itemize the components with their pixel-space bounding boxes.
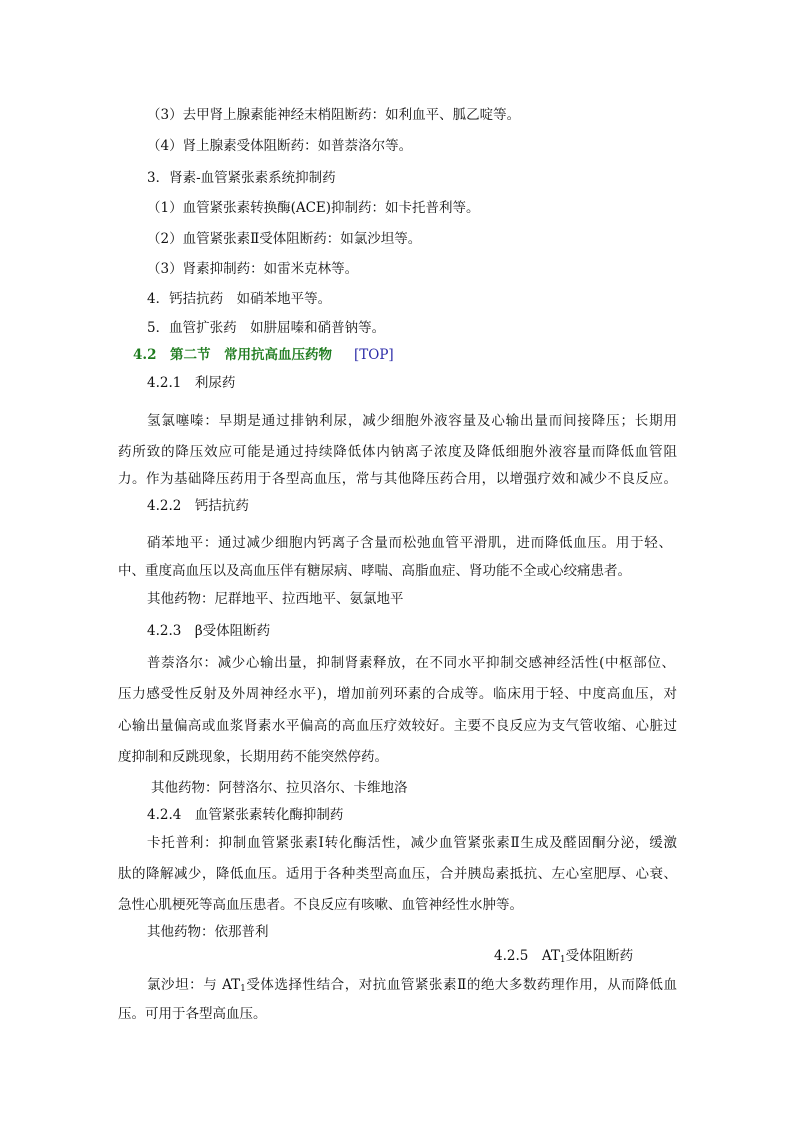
list-item: （1）血管紧张素转换酶(ACE)抑制药：如卡托普利等。: [147, 200, 480, 216]
list-item: 4．钙拮抗药 如硝苯地平等。: [147, 291, 332, 307]
list-item: （2）血管紧张素Ⅱ受体阻断药：如氯沙坦等。: [147, 231, 422, 247]
paragraph-line: 普萘洛尔：减少心输出量，抑制肾素释放，在不同水平抑制交感神经活性(中枢部位、: [147, 655, 675, 671]
other-drugs: 其他药物：阿替洛尔、拉贝洛尔、卡维地洛: [151, 780, 408, 796]
list-item: （3）去甲肾上腺素能神经末梢阻断药：如利血平、胍乙啶等。: [147, 107, 521, 123]
other-drugs: 其他药物：尼群地平、拉西地平、氨氯地平: [147, 591, 404, 607]
list-item: 5．血管扩张药 如肼屈嗪和硝普钠等。: [147, 320, 386, 336]
paragraph-line: 卡托普利：抑制血管紧张素Ⅰ转化酶活性，减少血管紧张素Ⅱ生成及醛固酮分泌，缓激: [147, 835, 677, 851]
subsection-heading: 4.2.2 钙拮抗药: [147, 498, 249, 514]
top-link[interactable]: [TOP]: [354, 347, 394, 363]
list-item: （4）肾上腺素受体阻断药：如普萘洛尔等。: [147, 138, 413, 154]
subsection-heading: 4.2.1 利尿药: [147, 375, 236, 391]
subsection-heading: 4.2.4 血管紧张素转化酶抑制药: [147, 807, 344, 823]
paragraph-line: 肽的降解减少，降低血压。适用于各种类型高血压，合并胰岛素抵抗、左心室肥厚、心衰、: [118, 866, 677, 882]
paragraph-line: 力。作为基础降压药用于各型高血压，常与其他降压药合用，以增强疗效和减少不良反应。: [118, 471, 677, 487]
section-heading: [133, 346, 394, 364]
list-item: （3）肾素抑制药：如雷米克林等。: [147, 261, 359, 277]
paragraph-line: 药所致的降压效应可能是通过持续降低体内钠离子浓度及降低细胞外液容量而降低血管阻: [118, 444, 677, 460]
subsection-heading: 4.2.3 β受体阻断药: [147, 623, 271, 639]
subsection-heading: 4.2.5 $AT_1$受体阻断药: [494, 948, 634, 965]
other-drugs: 其他药物：依那普利: [147, 924, 269, 940]
paragraph-line: 急性心肌梗死等高血压患者。不良反应有咳嗽、血管神经性水肿等。: [118, 897, 523, 913]
list-item: 3．肾素-血管紧张素系统抑制药: [147, 170, 336, 186]
paragraph-line: 度抑制和反跳现象，长期用药不能突然停药。: [118, 749, 388, 765]
paragraph-line: 中、重度高血压以及高血压伴有糖尿病、哮喘、高脂血症、肾功能不全或心绞痛患者。: [118, 563, 631, 579]
paragraph-line: 心输出量偏高或血浆肾素水平偏高的高血压疗效较好。主要不良反应为支气管收缩、心脏过: [118, 718, 677, 734]
section-title: 4.2 第二节 常用抗高血压药物: [133, 347, 332, 363]
paragraph-line: 压力感受性反射及外周神经水平)，增加前列环素的合成等。临床用于轻、中度高血压，对: [118, 686, 677, 702]
paragraph-line: 氢氯噻嗪：早期是通过排钠利尿，减少细胞外液容量及心输出量而间接降压；长期用: [147, 413, 677, 429]
paragraph-line: 硝苯地平：通过减少细胞内钙离子含量而松弛血管平滑肌，进而降低血压。用于轻、: [147, 535, 672, 551]
paragraph-line: 压。可用于各型高血压。: [118, 1006, 267, 1022]
paragraph-line: 氯沙坦：与 $AT_1$受体选择性结合，对抗血管紧张素Ⅱ的绝大多数药理作用，从而降低血: [147, 977, 677, 994]
